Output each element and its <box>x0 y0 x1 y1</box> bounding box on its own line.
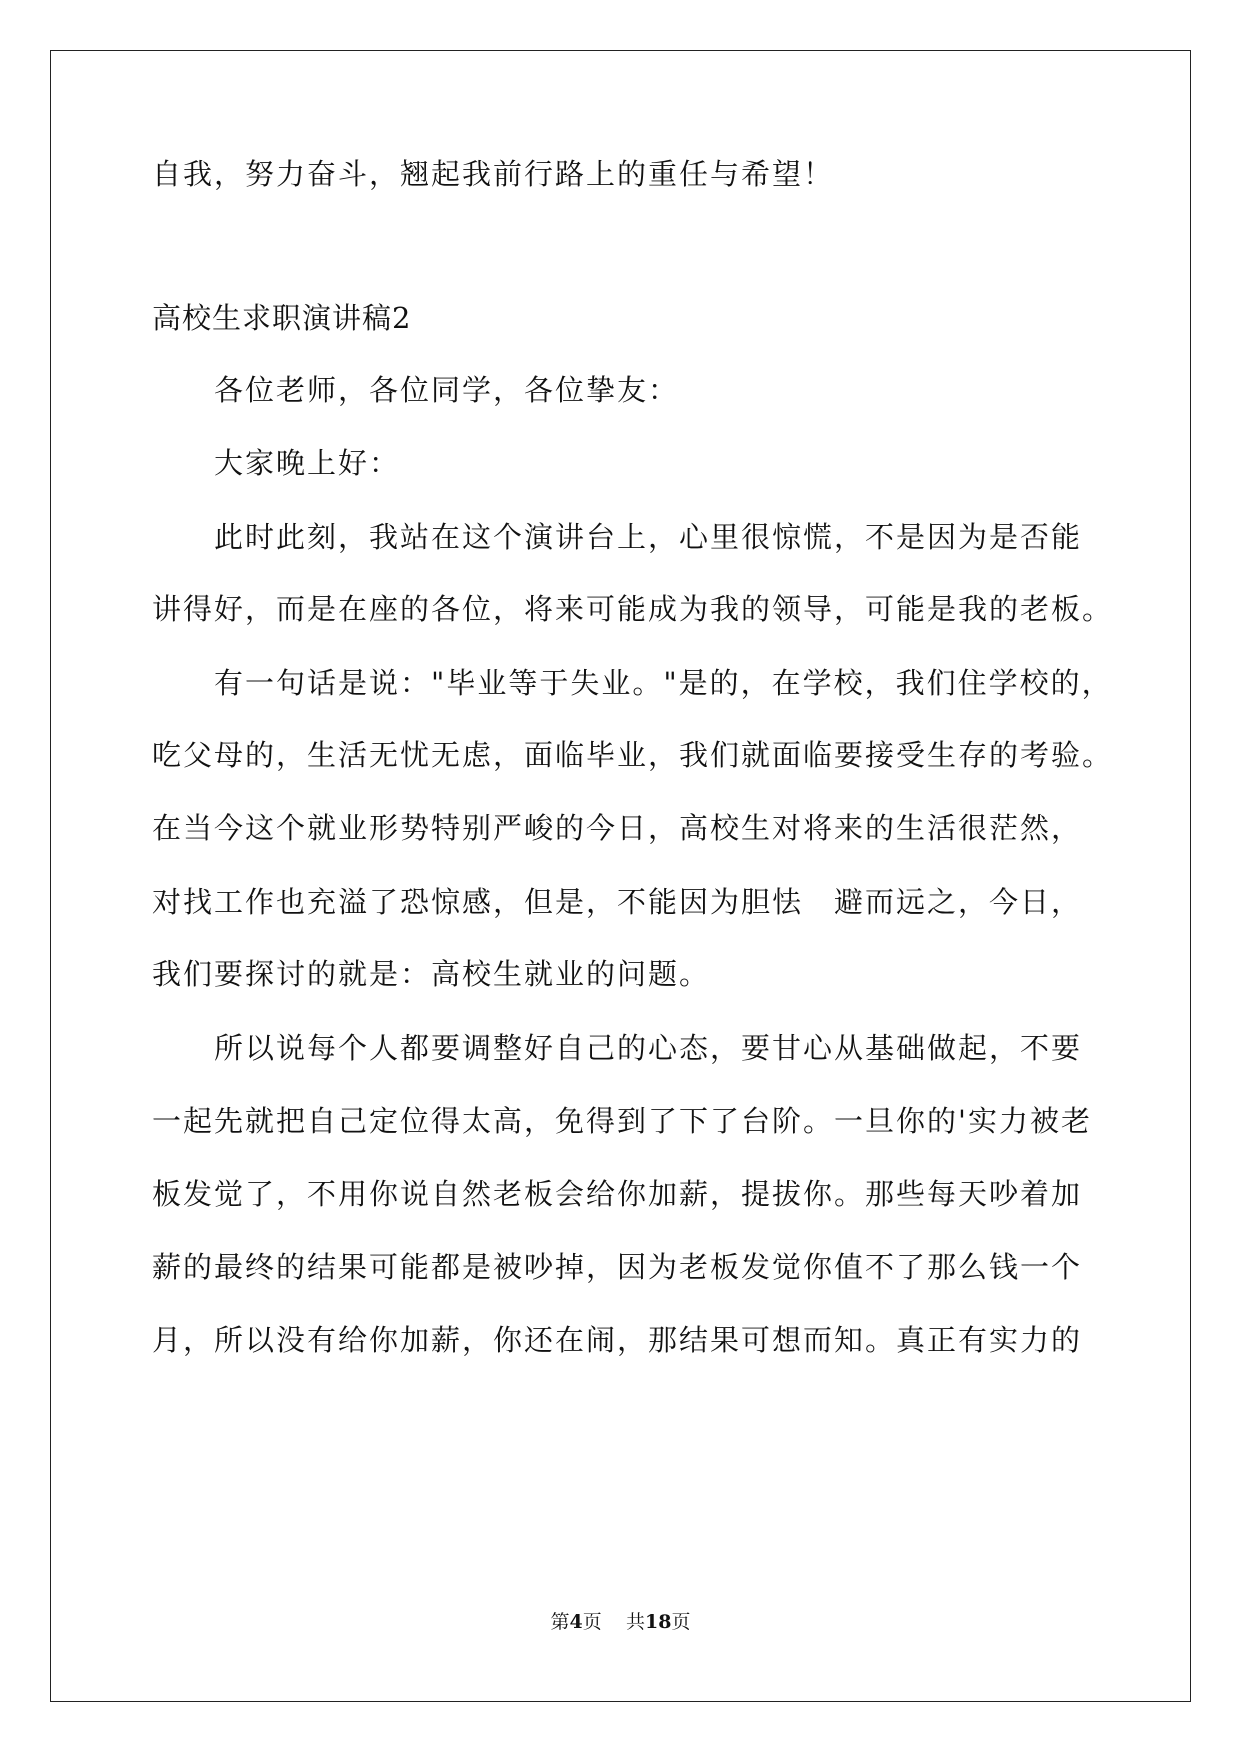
page-number: 4 <box>569 1611 583 1633</box>
section-heading: 高校生求职演讲稿2 <box>152 301 412 335</box>
paragraph-3-line-2: 一起先就把自己定位得太高，免得到了下了台阶。一旦你的'实力被老 <box>152 1104 1092 1138</box>
paragraph-2-line-4: 对找工作也充溢了恐惊感，但是，不能因为胆怯 避而远之，今日， <box>152 885 1083 919</box>
paragraph-3-line-4: 薪的最终的结果可能都是被吵掉，因为老板发觉你值不了那么钱一个 <box>152 1250 1083 1284</box>
paragraph-1-line-2: 讲得好，而是在座的各位，将来可能成为我的领导，可能是我的老板。 <box>152 592 1114 626</box>
page-footer <box>0 1609 1241 1635</box>
total-suffix: 页 <box>671 1611 691 1633</box>
paragraph-2-line-1: 有一句话是说："毕业等于失业。"是的，在学校，我们住学校的， <box>214 666 1113 700</box>
paragraph-1-line-1: 此时此刻，我站在这个演讲台上，心里很惊慌，不是因为是否能 <box>214 520 1083 554</box>
paragraph-2-line-3: 在当今这个就业形势特别严峻的今日，高校生对将来的生活很茫然， <box>152 811 1083 845</box>
paragraph-3-line-1: 所以说每个人都要调整好自己的心态，要甘心从基础做起，不要 <box>214 1031 1083 1065</box>
page-prefix: 第 <box>550 1611 570 1633</box>
greeting-line: 各位老师，各位同学，各位挚友： <box>214 373 680 407</box>
paragraph-2-line-2: 吃父母的，生活无忧无虑，面临毕业，我们就面临要接受生存的考验。 <box>152 738 1114 772</box>
paragraph-3-line-5: 月，所以没有给你加薪，你还在闹，那结果可想而知。真正有实力的 <box>152 1323 1083 1357</box>
body-line-1: 自我，努力奋斗，翘起我前行路上的重任与希望！ <box>152 157 835 191</box>
total-pages: 18 <box>644 1611 672 1633</box>
page-suffix: 页 <box>582 1611 602 1633</box>
paragraph-3-line-3: 板发觉了，不用你说自然老板会给你加薪，提拔你。那些每天吵着加 <box>152 1177 1083 1211</box>
total-prefix: 共 <box>625 1611 645 1633</box>
salutation-line: 大家晚上好： <box>214 446 401 480</box>
paragraph-2-line-5: 我们要探讨的就是：高校生就业的问题。 <box>152 957 711 991</box>
